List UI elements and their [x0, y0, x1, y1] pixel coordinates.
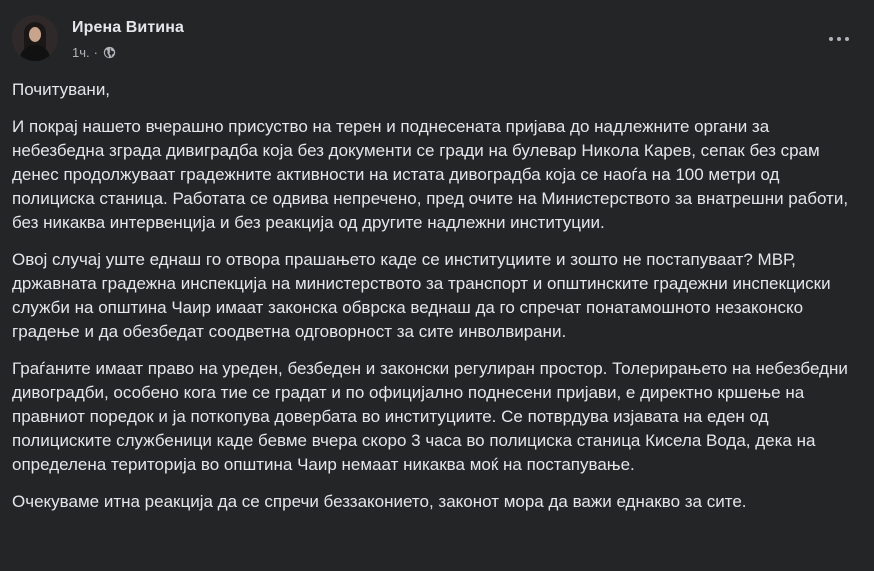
more-options-button[interactable]	[822, 28, 856, 50]
post-content	[12, 78, 860, 527]
author-avatar[interactable]	[12, 15, 58, 61]
avatar-face	[29, 27, 41, 42]
post-paragraph: И покрај нашето вчерашно присуство на терен и поднесената пријава до надлежните органи за небезбедна зграда дивиградба која без документи се гради на булевар Никола Карев, сепак без срам денес продолжуваат градежните активности на истата дивоградба која се наоѓа на 100 метри од полициска станица. Работата се одвива непречено, пред очите на Министерството за внатрешни работи, без никаква интервенција и без реакција од другите надлежни институции.	[12, 117, 849, 232]
post-paragraph: Почитувани,	[12, 80, 111, 99]
globe-icon[interactable]	[103, 46, 116, 59]
post-paragraph: Очекуваме итна реакција да се спречи беззаконието, законот мора да важи еднакво за сите.	[12, 492, 747, 511]
more-horizontal-icon	[829, 37, 833, 41]
post-meta	[72, 45, 116, 60]
post-paragraph: Граѓаните имаат право на уреден, безбеден и законски регулиран простор. Толерирањето на небезбедни дивоградби, особено кога тие се градат и по официјално поднесени пријави, е директно кршење на правниот поредок и ја поткопува довербата во институциите. Се потврдува изјавата на еден од полициските службеници каде бевме вчера скоро 3 часа во полициска станица Кисела Вода, дека на определена територија во општина Чаир немаат никаква моќ на постапување.	[12, 359, 848, 474]
post-paragraph: Овој случај уште еднаш го отвора прашањето каде се институциите и зошто не постапуваат? МВР, државната градежна инспекција на министерството за транспорт и општинските градежни инспекциски служби на општина Чаир имаат законска обврска веднаш да го спречат понатамошното незаконско градење и да обезбедат соодветна одговорност за сите инволвирани.	[12, 250, 831, 341]
meta-separator: ·	[93, 45, 98, 60]
post-time[interactable]: 1ч.	[72, 45, 90, 60]
author-name[interactable]: Ирена Витина	[72, 19, 185, 36]
